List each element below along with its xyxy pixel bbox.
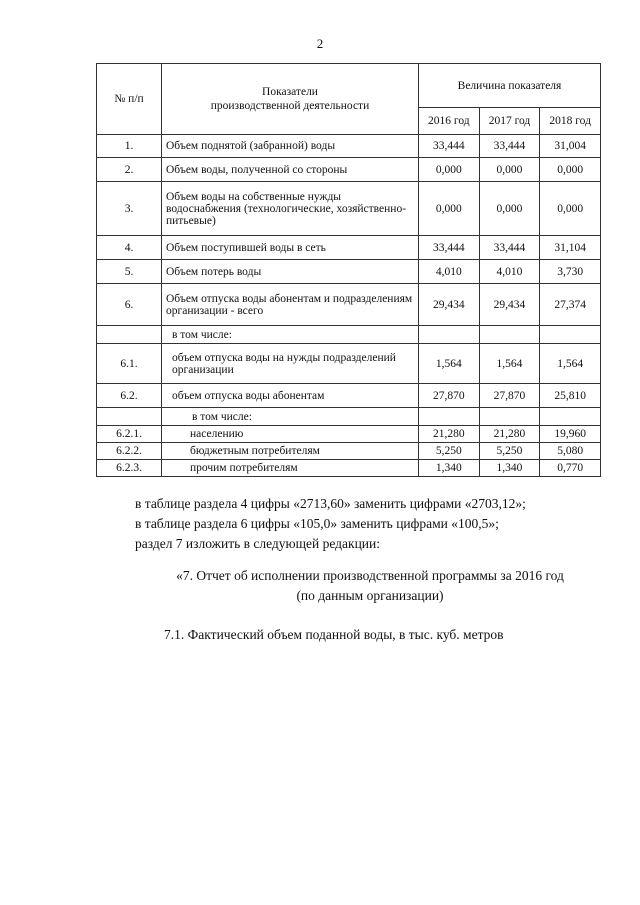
- table-row: [97, 344, 601, 384]
- row-num: 1.: [97, 135, 162, 158]
- row-value-2018: 0,000: [540, 158, 601, 182]
- row-value-2018: 27,374: [540, 284, 601, 326]
- table-row: [97, 426, 601, 443]
- row-value-2016: 29,434: [419, 284, 480, 326]
- row-num: 5.: [97, 260, 162, 284]
- row-value-2018: 25,810: [540, 384, 601, 408]
- page-number: 2: [316, 36, 324, 51]
- row-value-2016: 21,280: [419, 426, 480, 443]
- header-indicator: [162, 64, 419, 135]
- row-value-2016: 5,250: [419, 443, 480, 460]
- row-indicator: объем отпуска воды на нужды подразделений организации: [162, 344, 419, 384]
- row-num: 3.: [97, 182, 162, 236]
- row-value-2017: 0,000: [479, 158, 540, 182]
- row-value-2017: [479, 408, 540, 426]
- section-title: [0, 566, 640, 606]
- row-indicator: Объем воды на собственные нужды водоснабжения (технологические, хозяйственно-питьевые): [162, 182, 419, 236]
- row-value-2016: 0,000: [419, 182, 480, 236]
- row-indicator: Объем поднятой (забранной) воды: [162, 135, 419, 158]
- table-row: [97, 182, 601, 236]
- row-value-2018: 3,730: [540, 260, 601, 284]
- row-value-2018: 1,564: [540, 344, 601, 384]
- row-num: 2.: [97, 158, 162, 182]
- row-value-2017: 5,250: [479, 443, 540, 460]
- row-indicator: бюджетным потребителям: [162, 443, 419, 460]
- row-value-2018: 19,960: [540, 426, 601, 443]
- header-indicator-line1: Показатели: [262, 86, 318, 98]
- row-value-2017: 1,340: [479, 460, 540, 477]
- row-value-2016: 1,564: [419, 344, 480, 384]
- row-indicator: Объем отпуска воды абонентам и подразделениям организации - всего: [162, 284, 419, 326]
- row-num: 6.2.1.: [97, 426, 162, 443]
- section-title-line1: «7. Отчет об исполнении производственной программы за 2016 год: [176, 568, 564, 583]
- header-value-group: Величина показателя: [419, 64, 601, 108]
- table-row: [97, 460, 601, 477]
- table-row: [97, 408, 601, 426]
- row-value-2017: 27,870: [479, 384, 540, 408]
- row-value-2017: 0,000: [479, 182, 540, 236]
- row-value-2017: 33,444: [479, 135, 540, 158]
- row-value-2016: [419, 408, 480, 426]
- row-value-2017: 21,280: [479, 426, 540, 443]
- row-value-2017: [479, 326, 540, 344]
- row-value-2018: 0,000: [540, 182, 601, 236]
- row-value-2017: 4,010: [479, 260, 540, 284]
- production-indicators-table: [96, 63, 601, 477]
- row-value-2018: 0,770: [540, 460, 601, 477]
- row-num: [97, 326, 162, 344]
- table-row: [97, 443, 601, 460]
- row-indicator: в том числе:: [162, 408, 419, 426]
- row-value-2018: 5,080: [540, 443, 601, 460]
- table-row: [97, 236, 601, 260]
- row-value-2017: 33,444: [479, 236, 540, 260]
- row-num: 6.: [97, 284, 162, 326]
- row-num: 6.2.: [97, 384, 162, 408]
- table-row: [97, 158, 601, 182]
- row-value-2016: 33,444: [419, 135, 480, 158]
- row-value-2016: 1,340: [419, 460, 480, 477]
- row-indicator: прочим потребителям: [162, 460, 419, 477]
- paragraph: раздел 7 изложить в следующей редакции:: [135, 536, 381, 551]
- row-value-2018: 31,104: [540, 236, 601, 260]
- subsection-title: 7.1. Фактический объем поданной воды, в тыс. куб. метров: [164, 627, 504, 642]
- header-year-2016: 2016 год: [419, 108, 480, 135]
- header-year-2018: 2018 год: [540, 108, 601, 135]
- header-year-2017: 2017 год: [479, 108, 540, 135]
- row-value-2018: [540, 408, 601, 426]
- row-value-2017: 1,564: [479, 344, 540, 384]
- table-row: [97, 384, 601, 408]
- header-indicator-line2: производственной деятельности: [210, 100, 370, 112]
- table-row: [97, 260, 601, 284]
- table-row: [97, 284, 601, 326]
- row-num: 6.1.: [97, 344, 162, 384]
- row-value-2016: 33,444: [419, 236, 480, 260]
- row-num: 6.2.2.: [97, 443, 162, 460]
- table-row: [97, 326, 601, 344]
- row-num: 6.2.3.: [97, 460, 162, 477]
- section-title-line2: (по данным организации): [296, 588, 444, 603]
- amendment-paragraphs: [135, 494, 526, 554]
- row-indicator: Объем воды, полученной со стороны: [162, 158, 419, 182]
- row-value-2017: 29,434: [479, 284, 540, 326]
- row-indicator: населению: [162, 426, 419, 443]
- row-value-2016: [419, 326, 480, 344]
- row-value-2016: 4,010: [419, 260, 480, 284]
- row-value-2018: 31,004: [540, 135, 601, 158]
- row-num: [97, 408, 162, 426]
- paragraph: в таблице раздела 6 цифры «105,0» заменить цифрами «100,5»;: [135, 516, 499, 531]
- row-indicator: в том числе:: [162, 326, 419, 344]
- paragraph: в таблице раздела 4 цифры «2713,60» заменить цифрами «2703,12»;: [135, 496, 526, 511]
- row-indicator: Объем поступившей воды в сеть: [162, 236, 419, 260]
- header-num: № п/п: [97, 64, 162, 135]
- row-num: 4.: [97, 236, 162, 260]
- table-row: [97, 135, 601, 158]
- row-value-2016: 0,000: [419, 158, 480, 182]
- row-value-2016: 27,870: [419, 384, 480, 408]
- row-indicator: объем отпуска воды абонентам: [162, 384, 419, 408]
- row-value-2018: [540, 326, 601, 344]
- row-indicator: Объем потерь воды: [162, 260, 419, 284]
